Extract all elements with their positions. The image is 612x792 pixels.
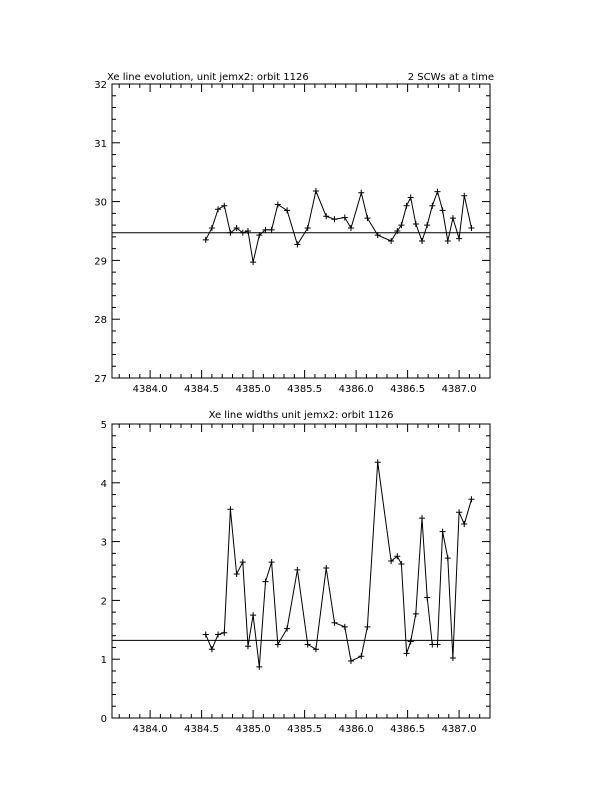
x-tick-label: 4386.0 [338, 384, 374, 395]
y-tick-label: 29 [94, 256, 107, 268]
y-tick-label: 5 [100, 420, 107, 431]
y-tick-label: 27 [94, 374, 107, 385]
chart-subtitle: 2 SCWs at a time [407, 72, 494, 83]
y-tick-label: 3 [100, 537, 107, 549]
y-tick-label: 1 [100, 655, 107, 667]
x-tick-label: 4384.0 [132, 724, 168, 735]
x-tick-label: 4384.0 [132, 384, 168, 395]
chart-title: Xe line widths unit jemx2: orbit 1126 [208, 410, 394, 421]
y-tick-label: 0 [100, 714, 107, 725]
y-tick-label: 30 [94, 197, 107, 209]
x-tick-label: 4386.0 [338, 724, 374, 735]
x-tick-label: 4387.0 [441, 384, 477, 395]
x-tick-label: 4384.5 [184, 724, 220, 735]
x-tick-label: 4384.5 [184, 384, 220, 395]
x-tick-label: 4387.0 [441, 724, 477, 735]
x-tick-label: 4385.5 [287, 384, 323, 395]
x-tick-label: 4385.0 [235, 724, 271, 735]
y-tick-label: 31 [94, 138, 107, 150]
y-tick-label: 32 [94, 80, 107, 91]
y-tick-label: 28 [94, 315, 107, 327]
x-tick-label: 4385.5 [287, 724, 323, 735]
x-tick-label: 4386.5 [390, 724, 426, 735]
x-tick-label: 4386.5 [390, 384, 426, 395]
y-tick-label: 2 [100, 596, 107, 608]
chart-title: Xe line evolution, unit jemx2: orbit 1126 [107, 72, 309, 83]
y-tick-label: 4 [100, 478, 107, 490]
x-tick-label: 4385.0 [235, 384, 271, 395]
